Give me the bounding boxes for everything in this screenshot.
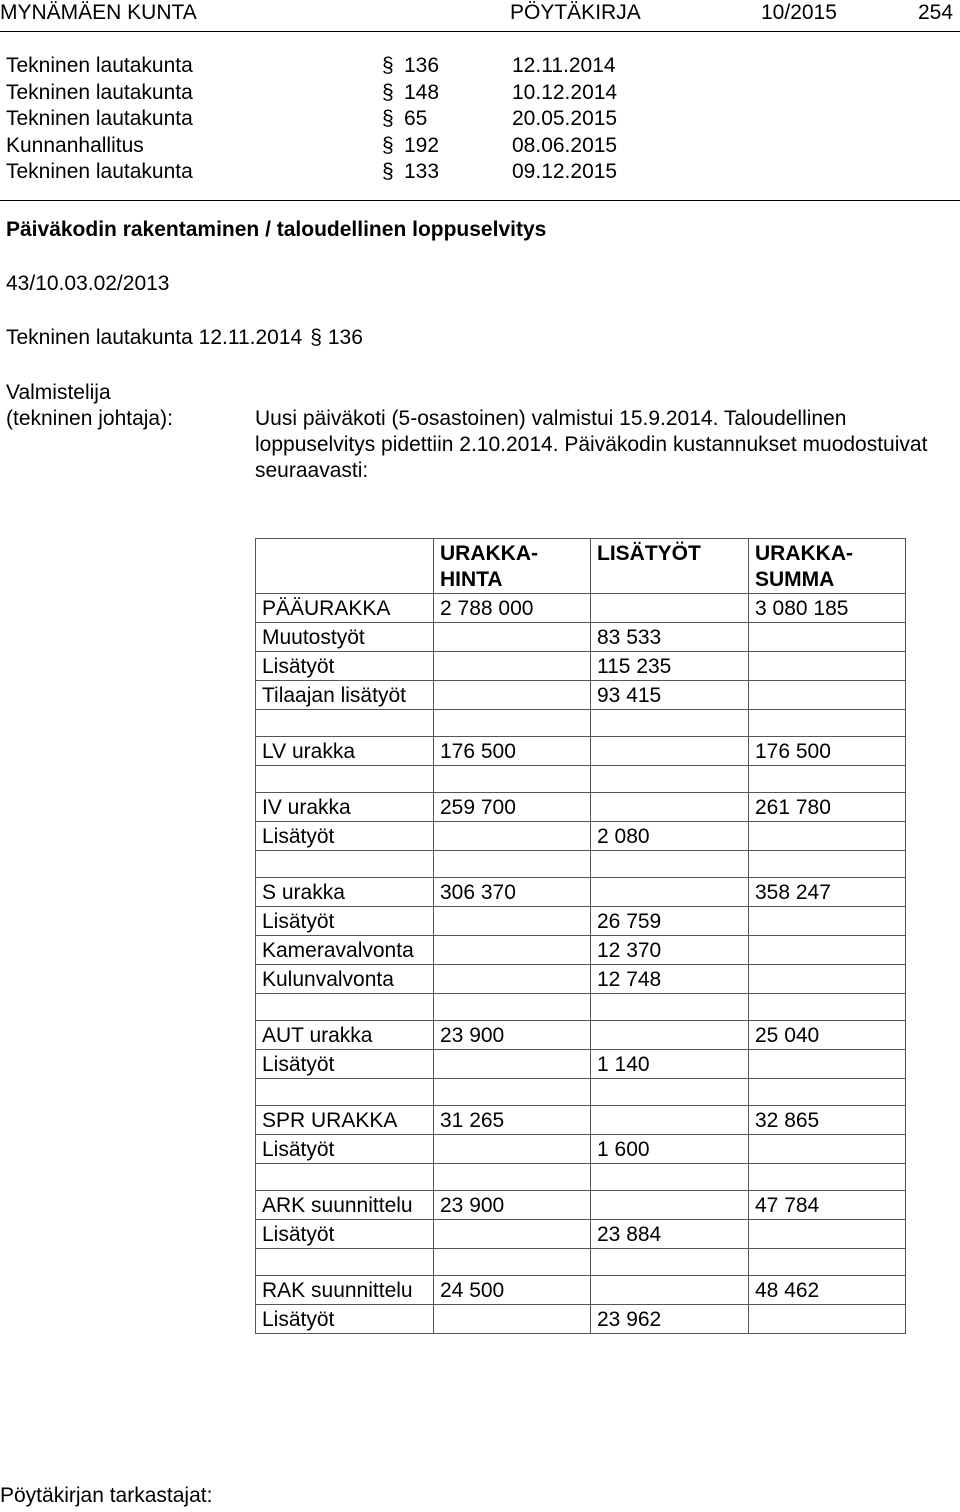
header-cell-contract-sum: URAKKA-SUMMA xyxy=(749,539,906,594)
cell-contract-sum xyxy=(749,1079,906,1106)
table-row xyxy=(256,851,906,878)
history-date: 08.06.2015 xyxy=(512,133,618,157)
table-row xyxy=(256,1220,906,1249)
history-body: Kunnanhallitus xyxy=(6,133,144,157)
issue-number: 10/2015 xyxy=(761,1,837,24)
table-row xyxy=(256,766,906,793)
cell-additional-work xyxy=(591,1164,749,1191)
section-sign-icon: § xyxy=(382,80,394,104)
cell-contract-price: 23 900 xyxy=(434,1021,591,1050)
cell-contract-sum: 47 784 xyxy=(749,1191,906,1220)
cell-contract-sum xyxy=(749,851,906,878)
cell-contract-sum xyxy=(749,1220,906,1249)
table-row xyxy=(256,623,906,652)
cell-additional-work: 2 080 xyxy=(591,822,749,851)
cell-contract-price: 23 900 xyxy=(434,1191,591,1220)
cell-item: Lisätyöt xyxy=(256,1305,434,1334)
cell-additional-work xyxy=(591,1249,749,1276)
cell-additional-work xyxy=(591,1106,749,1135)
cell-additional-work xyxy=(591,766,749,793)
table-row xyxy=(256,994,906,1021)
cell-contract-price xyxy=(434,623,591,652)
cell-contract-price xyxy=(434,710,591,737)
cell-item: Kameravalvonta xyxy=(256,936,434,965)
cell-contract-price: 2 788 000 xyxy=(434,594,591,623)
cell-item: Muutostyöt xyxy=(256,623,434,652)
cell-contract-price xyxy=(434,1079,591,1106)
cell-additional-work xyxy=(591,793,749,822)
cell-additional-work xyxy=(591,878,749,907)
preparer-label-line1: Valmistelija xyxy=(6,381,111,404)
cost-table xyxy=(255,538,906,1334)
table-row xyxy=(256,907,906,936)
history-body: Tekninen lautakunta xyxy=(6,80,193,104)
cell-additional-work xyxy=(591,1191,749,1220)
cell-contract-sum: 48 462 xyxy=(749,1276,906,1305)
cell-contract-price xyxy=(434,766,591,793)
cell-additional-work: 1 140 xyxy=(591,1050,749,1079)
cell-contract-sum xyxy=(749,822,906,851)
cell-contract-sum: 358 247 xyxy=(749,878,906,907)
cell-additional-work: 12 370 xyxy=(591,936,749,965)
table-row xyxy=(256,1164,906,1191)
cell-item: Kulunvalvonta xyxy=(256,965,434,994)
item-title: Päiväkodin rakentaminen / taloudellinen loppuselvitys xyxy=(6,218,547,241)
cell-contract-price xyxy=(434,851,591,878)
history-section-number: 192 xyxy=(404,133,440,157)
cell-contract-price: 259 700 xyxy=(434,793,591,822)
cell-additional-work xyxy=(591,1276,749,1305)
cell-contract-sum xyxy=(749,1305,906,1334)
cell-contract-sum xyxy=(749,1164,906,1191)
cell-item: S urakka xyxy=(256,878,434,907)
history-section-number: 148 xyxy=(404,80,440,104)
cell-contract-sum xyxy=(749,710,906,737)
cell-additional-work: 23 884 xyxy=(591,1220,749,1249)
cell-item: RAK suunnittelu xyxy=(256,1276,434,1305)
cell-additional-work xyxy=(591,1079,749,1106)
cell-contract-price xyxy=(434,936,591,965)
cell-contract-sum xyxy=(749,1135,906,1164)
cell-contract-sum xyxy=(749,766,906,793)
meeting-number: 136 xyxy=(327,326,363,349)
cell-contract-price: 176 500 xyxy=(434,737,591,766)
cell-contract-sum xyxy=(749,652,906,681)
cell-contract-price xyxy=(434,965,591,994)
cell-contract-sum xyxy=(749,1249,906,1276)
table-row xyxy=(256,1305,906,1334)
history-body: Tekninen lautakunta xyxy=(6,160,193,184)
cell-contract-price xyxy=(434,822,591,851)
cell-item: SPR URAKKA xyxy=(256,1106,434,1135)
table-row xyxy=(256,1191,906,1220)
cell-contract-sum: 3 080 185 xyxy=(749,594,906,623)
cell-contract-sum xyxy=(749,1050,906,1079)
header-divider xyxy=(0,31,960,32)
cell-item: ARK suunnittelu xyxy=(256,1191,434,1220)
footer-reviewers-label: Pöytäkirjan tarkastajat: xyxy=(0,1484,213,1507)
cell-additional-work: 1 600 xyxy=(591,1135,749,1164)
history-section-number: 133 xyxy=(404,160,440,184)
cell-contract-sum xyxy=(749,681,906,710)
cell-item: PÄÄURAKKA xyxy=(256,594,434,623)
preparation-text: Uusi päiväkoti (5-osastoinen) valmistui 15.9.2014. Taloudellinen loppuselvitys pidettiin 2.10.2014. Päiväkodin kustannukset muodostuivat seuraavasti: xyxy=(255,407,928,482)
cell-additional-work xyxy=(591,851,749,878)
cell-contract-price xyxy=(434,1220,591,1249)
section-sign-icon: § xyxy=(310,326,322,349)
diary-number: 43/10.03.02/2013 xyxy=(6,272,170,295)
cell-item xyxy=(256,851,434,878)
table-row xyxy=(256,1079,906,1106)
table-row xyxy=(256,594,906,623)
page-number: 254 xyxy=(918,1,954,24)
cell-contract-sum: 261 780 xyxy=(749,793,906,822)
header-cell-item xyxy=(256,539,434,594)
table-row xyxy=(256,1249,906,1276)
history-divider xyxy=(0,200,960,201)
municipality-name: MYNÄMÄEN KUNTA xyxy=(0,1,197,24)
cell-contract-price xyxy=(434,1249,591,1276)
document-type: PÖYTÄKIRJA xyxy=(510,1,641,24)
table-row xyxy=(256,793,906,822)
history-date: 09.12.2015 xyxy=(512,160,618,184)
cell-item xyxy=(256,766,434,793)
cell-item xyxy=(256,1249,434,1276)
cell-contract-sum xyxy=(749,623,906,652)
cell-item: Lisätyöt xyxy=(256,1135,434,1164)
table-row xyxy=(256,681,906,710)
history-date: 20.05.2015 xyxy=(512,107,618,131)
header-cell-additional-work: LISÄTYÖT xyxy=(591,539,749,594)
cell-additional-work: 93 415 xyxy=(591,681,749,710)
section-sign-icon: § xyxy=(382,107,394,131)
table-row xyxy=(256,1106,906,1135)
history-date: 10.12.2014 xyxy=(512,80,618,104)
cell-item: LV urakka xyxy=(256,737,434,766)
cell-additional-work: 115 235 xyxy=(591,652,749,681)
cell-contract-price xyxy=(434,1164,591,1191)
preparer-label-line2: (tekninen johtaja): xyxy=(6,407,173,430)
cell-contract-sum xyxy=(749,965,906,994)
cell-item xyxy=(256,710,434,737)
table-row xyxy=(256,1021,906,1050)
cell-item: Lisätyöt xyxy=(256,652,434,681)
header-cell-contract-price: URAKKA-HINTA xyxy=(434,539,591,594)
cell-item xyxy=(256,1079,434,1106)
cell-contract-sum xyxy=(749,907,906,936)
table-row xyxy=(256,822,906,851)
cell-item: Lisätyöt xyxy=(256,1220,434,1249)
cell-additional-work xyxy=(591,710,749,737)
table-row xyxy=(256,965,906,994)
cell-item: Lisätyöt xyxy=(256,822,434,851)
cell-contract-price xyxy=(434,1135,591,1164)
meeting-text: Tekninen lautakunta 12.11.2014 xyxy=(6,326,303,349)
cell-contract-price: 31 265 xyxy=(434,1106,591,1135)
cell-contract-sum: 176 500 xyxy=(749,737,906,766)
history-body: Tekninen lautakunta xyxy=(6,107,193,131)
cell-additional-work: 12 748 xyxy=(591,965,749,994)
history-date: 12.11.2014 xyxy=(512,54,616,77)
cell-additional-work: 26 759 xyxy=(591,907,749,936)
cell-item: Tilaajan lisätyöt xyxy=(256,681,434,710)
cell-item: AUT urakka xyxy=(256,1021,434,1050)
table-row xyxy=(256,1135,906,1164)
cell-item: Lisätyöt xyxy=(256,1050,434,1079)
cell-additional-work: 83 533 xyxy=(591,623,749,652)
cell-contract-price xyxy=(434,907,591,936)
cell-contract-sum: 32 865 xyxy=(749,1106,906,1135)
cell-contract-price xyxy=(434,1050,591,1079)
table-row xyxy=(256,1050,906,1079)
cell-additional-work: 23 962 xyxy=(591,1305,749,1334)
table-row xyxy=(256,1276,906,1305)
cell-contract-price xyxy=(434,652,591,681)
table-row xyxy=(256,878,906,907)
section-sign-icon: § xyxy=(382,54,394,77)
meeting-reference xyxy=(6,325,363,351)
cell-contract-price: 24 500 xyxy=(434,1276,591,1305)
cell-contract-price xyxy=(434,994,591,1021)
page-header xyxy=(0,0,960,30)
table-row xyxy=(256,710,906,737)
section-sign-icon: § xyxy=(382,133,394,157)
table-row xyxy=(256,936,906,965)
cell-contract-price xyxy=(434,681,591,710)
cell-additional-work xyxy=(591,594,749,623)
history-body: Tekninen lautakunta xyxy=(6,54,193,77)
table-row xyxy=(256,737,906,766)
cell-item: IV urakka xyxy=(256,793,434,822)
cell-item xyxy=(256,994,434,1021)
cell-contract-sum xyxy=(749,994,906,1021)
cell-contract-sum xyxy=(749,936,906,965)
cost-table-header-row xyxy=(256,539,906,594)
cell-item xyxy=(256,1164,434,1191)
cell-contract-price: 306 370 xyxy=(434,878,591,907)
history-section-number: 65 xyxy=(404,107,428,131)
cell-additional-work xyxy=(591,994,749,1021)
cell-item: Lisätyöt xyxy=(256,907,434,936)
cell-additional-work xyxy=(591,737,749,766)
cell-additional-work xyxy=(591,1021,749,1050)
cell-contract-sum: 25 040 xyxy=(749,1021,906,1050)
table-row xyxy=(256,652,906,681)
section-sign-icon: § xyxy=(382,160,394,184)
cell-contract-price xyxy=(434,1305,591,1334)
history-section-number: 136 xyxy=(404,54,440,77)
